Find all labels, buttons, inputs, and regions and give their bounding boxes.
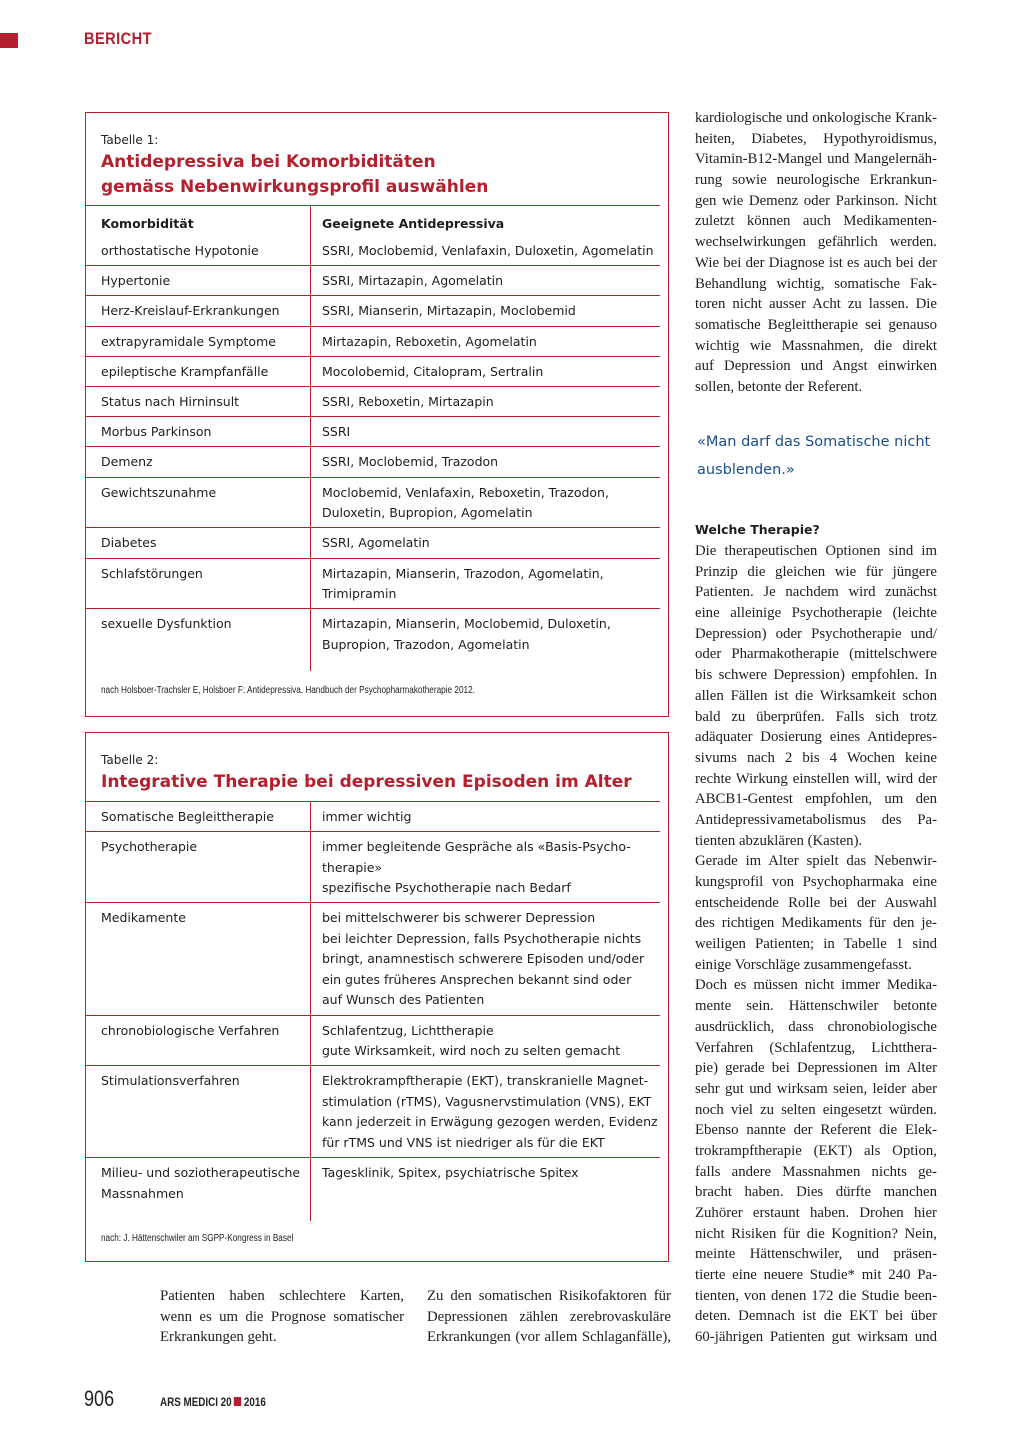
table-row-divider bbox=[86, 416, 660, 417]
table-row-divider bbox=[86, 386, 660, 387]
table-row-divider bbox=[86, 295, 660, 296]
section-title: BERICHT bbox=[84, 29, 152, 48]
table-cell-treatment: SSRI, Moclobemid, Trazodon bbox=[322, 454, 499, 470]
text-line: meinte Hättenschwiler, und präsen- bbox=[695, 1246, 937, 1263]
table-row-divider bbox=[86, 477, 660, 478]
table-row-divider bbox=[86, 527, 660, 528]
text-line: sehr gut und wirksam seien, leider aber bbox=[695, 1080, 937, 1097]
table-row-divider bbox=[86, 831, 660, 832]
text-line: gen wie Demenz oder Parkinson. Nicht bbox=[695, 192, 937, 209]
text-line: des richtigen Medikaments für den je- bbox=[695, 915, 937, 932]
text-line: Verfahren (Schlafentzug, Lichtthera- bbox=[695, 1039, 937, 1056]
table-cell-condition: Massnahmen bbox=[101, 1185, 184, 1201]
table-row-divider bbox=[86, 446, 660, 447]
table-cell-treatment: Duloxetin, Bupropion, Agomelatin bbox=[322, 505, 533, 521]
text-line: rechte Wirkung einstellen will, wird der bbox=[695, 770, 937, 787]
text-line: adäquater Dosierung eines Antidepres- bbox=[695, 729, 937, 746]
table-cell-treatment: SSRI, Moclobemid, Venlafaxin, Duloxetin, Agomelatin bbox=[322, 243, 654, 258]
table-cell-condition: Stimulationsverfahren bbox=[101, 1073, 240, 1089]
table-cell-treatment: spezifische Psychotherapie nach Bedarf bbox=[322, 880, 571, 896]
table-1-title-line-1: Antidepressiva bei Komorbiditäten bbox=[101, 152, 436, 172]
table-cell-treatment: immer wichtig bbox=[322, 809, 412, 824]
text-line: Die therapeutischen Optionen sind im bbox=[695, 543, 937, 559]
text-line: Gerade im Alter spielt das Nebenwir- bbox=[695, 853, 937, 870]
text-line: Depression) oder Psychotherapie und/ bbox=[695, 625, 937, 642]
table-cell-treatment: kann jederzeit in Erwägung gezogen werden, Evidenz bbox=[322, 1114, 658, 1130]
text-line: Antidepressivametabolismus des Pa- bbox=[695, 811, 937, 828]
text-line: pie) gerade bei Depressionen im Alter bbox=[695, 1060, 937, 1077]
table-2-source: nach: J. Hättenschwiler am SGPP-Kongress in Basel bbox=[101, 1233, 294, 1244]
text-line: einige Vorschläge zusammengefasst. bbox=[695, 956, 912, 973]
table-cell-treatment: SSRI, Mirtazapin, Agomelatin bbox=[322, 273, 504, 289]
table-cell-condition: Milieu- und soziotherapeutische bbox=[101, 1165, 301, 1180]
table-row-divider bbox=[86, 558, 660, 559]
journal-separator bbox=[234, 1397, 241, 1406]
text-line: toren nicht ausser Acht zu lassen. Die bbox=[695, 296, 937, 313]
text-line: nicht Risiken für die Kognition? Nein, bbox=[695, 1225, 937, 1242]
table-cell-treatment: Elektrokrampftherapie (EKT), transkranielle Magnet- bbox=[322, 1073, 649, 1089]
table-1 bbox=[85, 112, 669, 717]
text-line: ABCB1-Gentest empfohlen, um den bbox=[695, 791, 937, 808]
table-cell-treatment: Tagesklinik, Spitex, psychiatrische Spitex bbox=[322, 1165, 579, 1180]
text-line: Patienten. Je nachdem wird zunächst bbox=[695, 584, 937, 601]
table-row-divider bbox=[86, 265, 660, 266]
text-line: allen Fällen ist die Wirksamkeit schon bbox=[695, 687, 937, 704]
text-line: Doch es müssen nicht immer Medika- bbox=[695, 977, 937, 994]
table-row-divider bbox=[86, 1015, 660, 1016]
text-line: oder Pharmakotherapie (mittelschwere bbox=[695, 646, 937, 663]
table-cell-condition: Herz-Kreislauf-Erkrankungen bbox=[101, 303, 280, 319]
table-cell-treatment: bei leichter Depression, falls Psychotherapie nichts bbox=[322, 930, 642, 946]
table-cell-condition: Status nach Hirninsult bbox=[101, 394, 240, 409]
table-1-column-divider bbox=[310, 205, 311, 671]
text-line: kungsprofil von Psychopharmaka eine bbox=[695, 874, 937, 890]
table-row-divider bbox=[86, 902, 660, 903]
journal-name: ARS MEDICI 20 bbox=[160, 1395, 232, 1409]
section-marker bbox=[0, 33, 18, 48]
table-cell-condition: Medikamente bbox=[101, 910, 186, 926]
text-line: bald zu überprüfen. Falls sich trotz bbox=[695, 708, 937, 725]
table-1-title-line-2: gemäss Nebenwirkungsprofil auswählen bbox=[101, 177, 489, 197]
table-2 bbox=[85, 732, 669, 1262]
table-cell-condition: Schlafstörungen bbox=[101, 565, 203, 581]
table-cell-treatment: gute Wirksamkeit, wird noch zu selten gemacht bbox=[322, 1043, 621, 1059]
bottom-column-1 bbox=[160, 1286, 404, 1348]
table-cell-treatment: stimulation (rTMS), Vagusnervstimulation (VNS), EKT bbox=[322, 1093, 652, 1109]
table-1-col1-header: Komorbidität bbox=[101, 216, 194, 231]
table-cell-treatment: Bupropion, Trazodon, Agomelatin bbox=[322, 636, 530, 652]
text-line: noch viel zu selten eingesetzt würden. bbox=[695, 1101, 937, 1118]
text-line: bracht haben. Dies dürfte manchen bbox=[695, 1184, 937, 1201]
table-1-col2-header: Geeignete Antidepressiva bbox=[322, 216, 505, 231]
text-line: Depressionen zählen zerebrovaskuläre bbox=[427, 1308, 671, 1325]
table-row-divider bbox=[86, 608, 660, 609]
table-cell-treatment: Trimipramin bbox=[322, 586, 397, 601]
text-line: mente sein. Hättenschwiler betonte bbox=[695, 998, 937, 1015]
pull-quote bbox=[697, 428, 947, 484]
table-cell-treatment: SSRI, Reboxetin, Mirtazapin bbox=[322, 394, 494, 409]
table-cell-condition: Diabetes bbox=[101, 535, 157, 551]
table-cell-condition: chronobiologische Verfahren bbox=[101, 1022, 280, 1038]
text-line: Erkrankungen (vor allem Schlaganfälle), bbox=[427, 1329, 671, 1346]
text-line: ausdrücklich, dass chronobiologische bbox=[695, 1018, 937, 1035]
journal-footer bbox=[160, 1395, 266, 1409]
text-line: sollen, betonte der Referent. bbox=[695, 378, 863, 395]
table-1-source: nach Holsboer-Trachsler E, Holsboer F: Antidepressiva. Handbuch der Psychopharmakotherapie 2012. bbox=[101, 685, 475, 696]
text-line: rung sowie neurologische Erkrankun- bbox=[695, 172, 937, 189]
table-cell-treatment: SSRI, Agomelatin bbox=[322, 535, 430, 551]
table-cell-treatment: immer begleitende Gespräche als «Basis-Psycho- bbox=[322, 839, 631, 855]
table-cell-treatment: bei mittelschwerer bis schwerer Depression bbox=[322, 910, 596, 926]
text-line: entscheidende Rolle bei der Auswahl bbox=[695, 894, 937, 911]
text-line: auf Depression und Angst einwirken bbox=[695, 358, 937, 375]
table-cell-treatment: Mirtazapin, Mianserin, Moclobemid, Duloxetin, bbox=[322, 616, 611, 632]
text-line: 60-jährigen Patienten gut wirksam und bbox=[695, 1329, 937, 1346]
page-number: 906 bbox=[84, 1386, 115, 1411]
table-cell-treatment: Schlafentzug, Lichttherapie bbox=[322, 1022, 494, 1038]
text-line: Patienten haben schlechtere Karten, bbox=[160, 1288, 404, 1304]
journal-year: 2016 bbox=[243, 1395, 266, 1409]
table-2-column-divider bbox=[310, 801, 311, 1221]
text-line: somatische Begleittherapie sei genauso bbox=[695, 316, 937, 333]
text-line: tierte eine neuere Studie* mit 240 Pa- bbox=[695, 1267, 937, 1284]
table-row-divider bbox=[86, 1157, 660, 1158]
right-column-paragraph-1 bbox=[695, 108, 937, 398]
table-cell-condition: Psychotherapie bbox=[101, 839, 198, 855]
table-cell-treatment: für rTMS und VNS ist niedriger als für die EKT bbox=[322, 1134, 605, 1150]
table-cell-condition: sexuelle Dysfunktion bbox=[101, 616, 232, 632]
text-line: Zuhörer erstaunt haben. Drohen hier bbox=[695, 1205, 937, 1221]
table-1-header-rule bbox=[86, 205, 660, 206]
table-2-title: Integrative Therapie bei depressiven Episoden im Alter bbox=[101, 772, 632, 792]
text-line: Wie bei der Diagnose ist es auch bei der bbox=[695, 254, 937, 271]
table-cell-treatment: ein gutes früheres Ansprechen bekannt sind oder bbox=[322, 971, 632, 987]
table-cell-condition: epileptische Krampfanfälle bbox=[101, 363, 269, 379]
table-cell-condition: Gewichtszunahme bbox=[101, 484, 217, 500]
text-line: deten. Demnach ist die EKT bei über bbox=[695, 1308, 937, 1325]
text-line: eine alleinige Psychotherapie (leichte bbox=[695, 605, 937, 622]
table-cell-treatment: Moclobemid, Venlafaxin, Reboxetin, Trazodon, bbox=[322, 484, 609, 500]
text-line: wechselwirkungen gefährlich werden. bbox=[695, 234, 937, 251]
text-line: Vitamin-B12-Mangel und Mangelernäh- bbox=[695, 151, 937, 168]
text-line: wenn es um die Prognose somatischer bbox=[160, 1308, 404, 1325]
table-2-header-rule bbox=[86, 801, 660, 802]
table-cell-condition: Hypertonie bbox=[101, 273, 171, 289]
text-line: tienten abzuklären (Kasten). bbox=[695, 832, 863, 849]
text-line: zuletzt können auch Medikamenten- bbox=[695, 213, 937, 230]
table-row-divider bbox=[86, 1065, 660, 1066]
text-line: tienten, von denen 172 die Studie been- bbox=[695, 1287, 937, 1304]
table-cell-condition: Somatische Begleittherapie bbox=[101, 809, 274, 824]
table-cell-treatment: SSRI, Mianserin, Mirtazapin, Moclobemid bbox=[322, 303, 576, 319]
pull-quote-line-1: «Man darf das Somatische nicht bbox=[697, 434, 931, 450]
table-cell-treatment: Mirtazapin, Reboxetin, Agomelatin bbox=[322, 333, 537, 349]
text-line: wichtig wie Massnahmen, die direkt bbox=[695, 337, 937, 354]
table-cell-treatment: therapie» bbox=[322, 859, 383, 875]
table-cell-treatment: SSRI bbox=[322, 424, 351, 440]
table-cell-condition: Morbus Parkinson bbox=[101, 424, 212, 440]
text-line: sivums nach 2 bis 4 Wochen keine bbox=[695, 749, 937, 766]
text-line: trokrampftherapie (EKT) als Option, bbox=[695, 1142, 937, 1159]
table-cell-treatment: auf Wunsch des Patienten bbox=[322, 992, 485, 1008]
table-row-divider bbox=[86, 326, 660, 327]
text-line: Prinzip die gleichen wie für jüngere bbox=[695, 563, 937, 580]
table-cell-condition: extrapyramidale Symptome bbox=[101, 333, 276, 349]
table-2-label: Tabelle 2: bbox=[101, 753, 159, 767]
text-line: kardiologische und onkologische Krank- bbox=[695, 110, 937, 126]
table-cell-treatment: bringt, anamnestisch schwerere Episoden und/oder bbox=[322, 951, 645, 967]
text-line: Zu den somatischen Risikofaktoren für bbox=[427, 1288, 671, 1304]
table-cell-treatment: Mirtazapin, Mianserin, Trazodon, Agomelatin, bbox=[322, 565, 604, 581]
section-heading-therapy: Welche Therapie? bbox=[695, 522, 820, 537]
table-cell-treatment: Mocolobemid, Citalopram, Sertralin bbox=[322, 363, 544, 379]
text-line: heiten, Diabetes, Hypothyroidismus, bbox=[695, 130, 937, 147]
text-line: bis schwere Depression) empfohlen. In bbox=[695, 667, 937, 684]
table-cell-condition: orthostatische Hypotonie bbox=[101, 243, 259, 258]
bottom-column-2 bbox=[427, 1286, 671, 1348]
table-1-label: Tabelle 1: bbox=[101, 133, 159, 147]
right-column-paragraph-2 bbox=[695, 541, 937, 1348]
table-row-divider bbox=[86, 356, 660, 357]
pull-quote-line-2: ausblenden.» bbox=[697, 462, 795, 478]
text-line: Behandlung wichtig, somatische Fak- bbox=[695, 275, 937, 292]
text-line: Erkrankungen geht. bbox=[160, 1329, 277, 1346]
table-cell-condition: Demenz bbox=[101, 454, 153, 470]
text-line: weiligen Patienten; in Tabelle 1 sind bbox=[695, 936, 937, 953]
text-line: Ebenso nannte der Referent die Elek- bbox=[695, 1122, 937, 1139]
text-line: falls andere Massnahmen nichts ge- bbox=[695, 1163, 937, 1180]
